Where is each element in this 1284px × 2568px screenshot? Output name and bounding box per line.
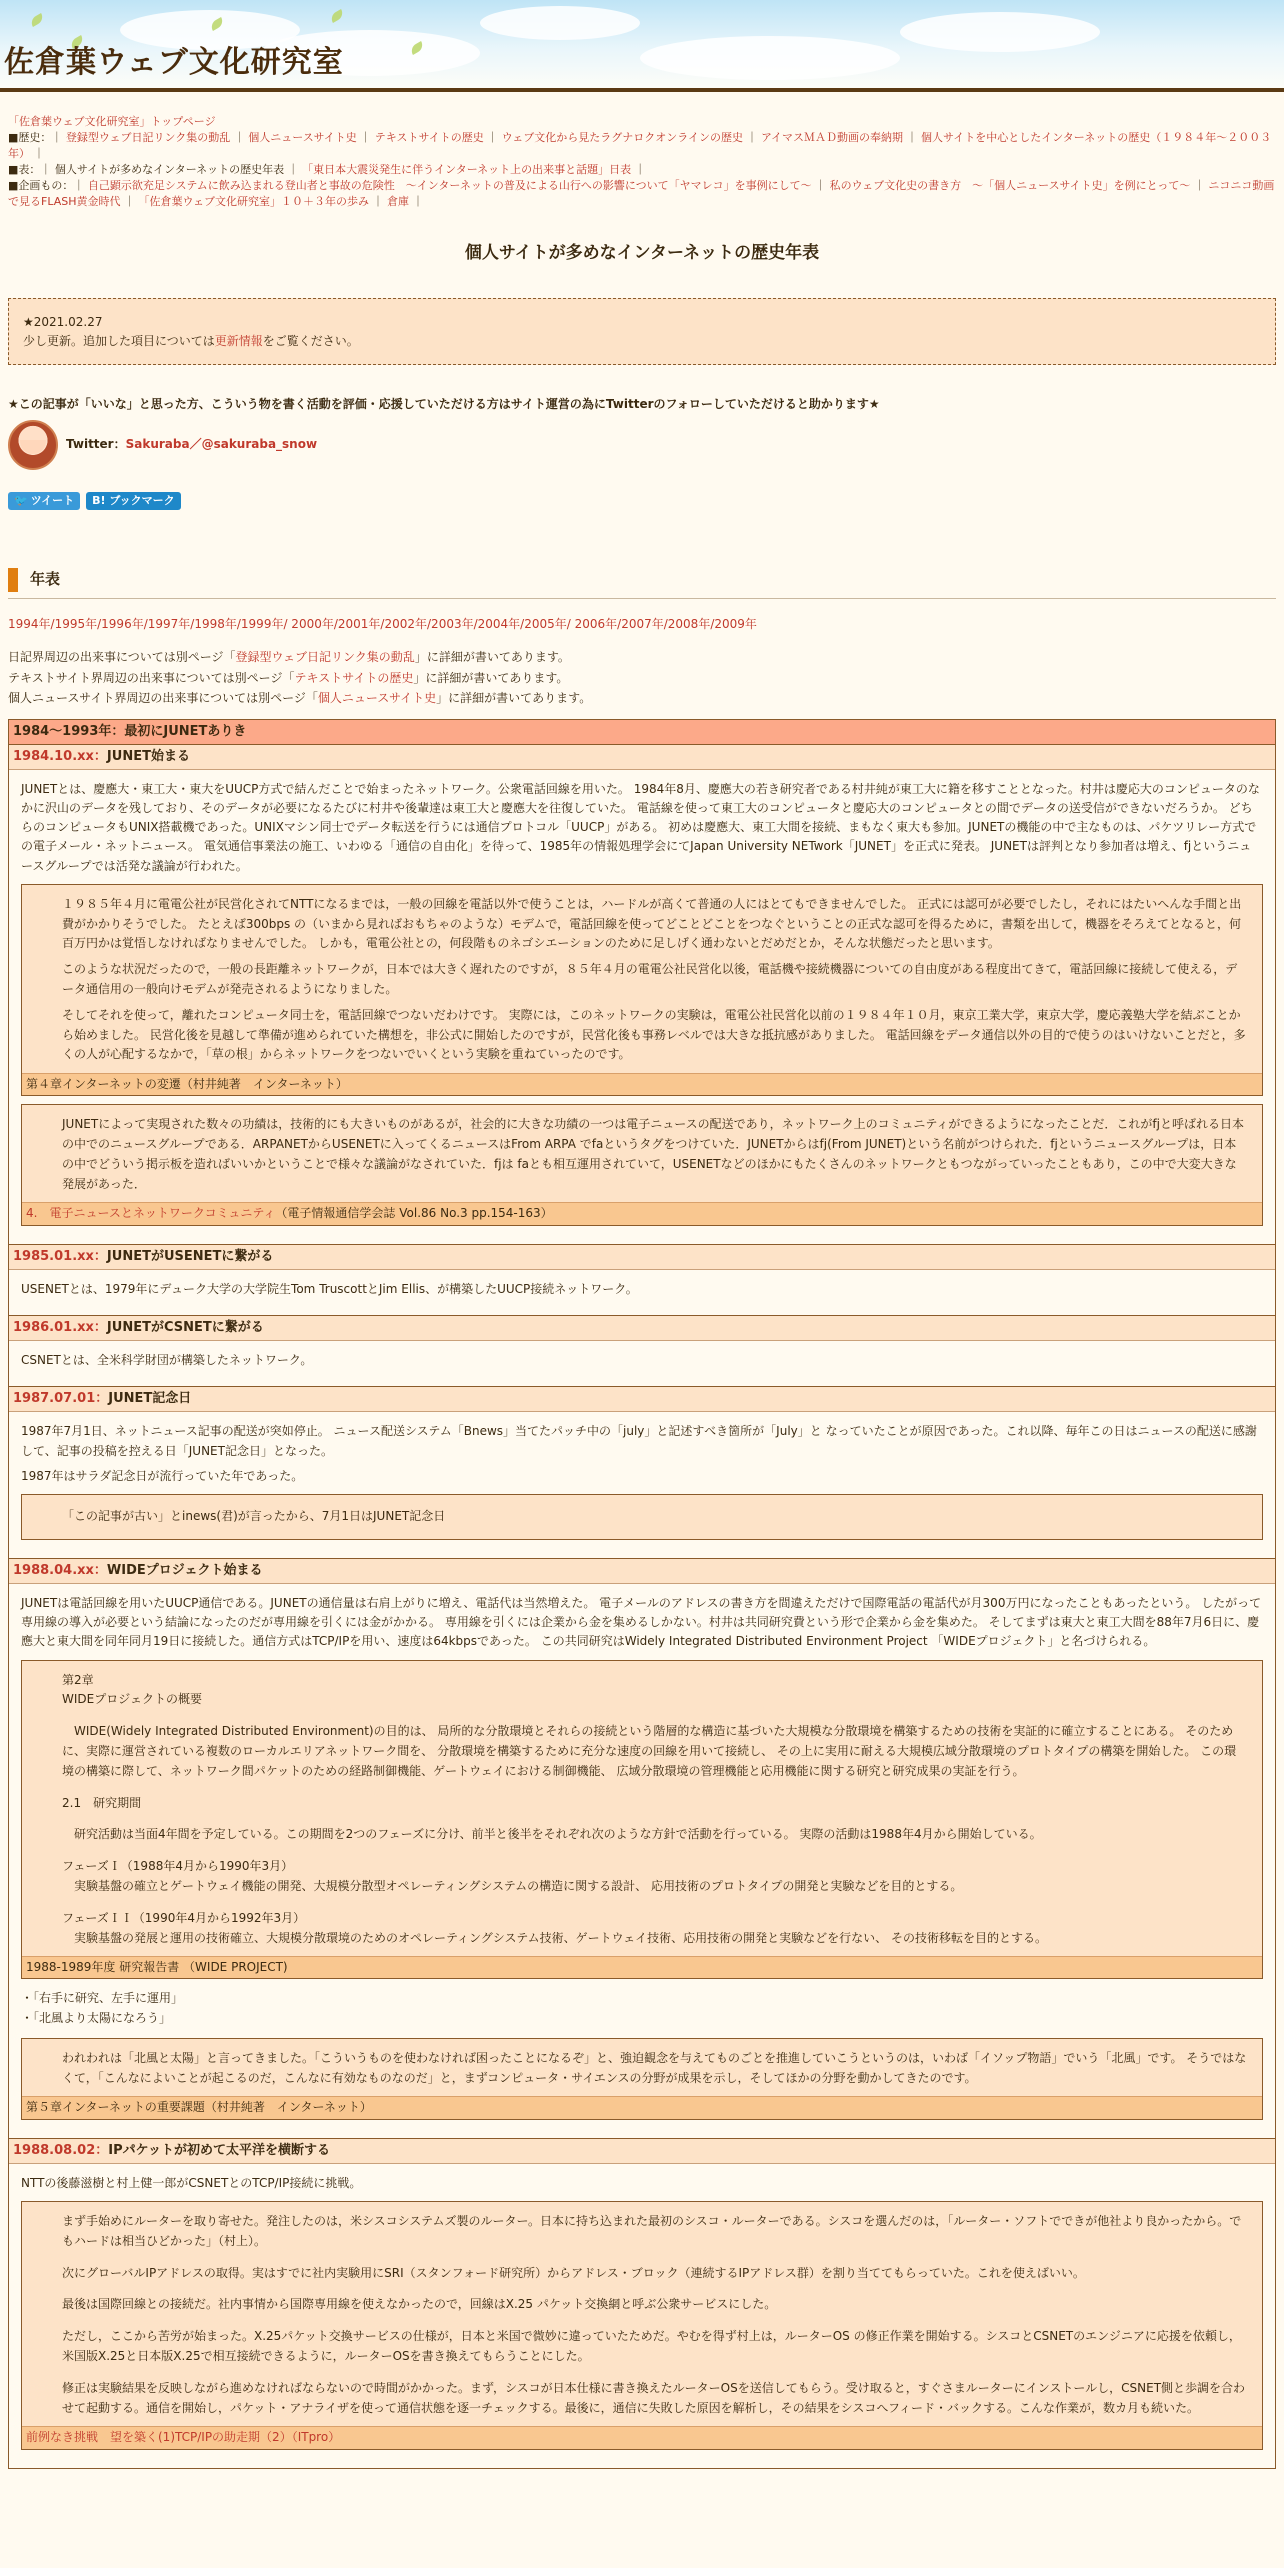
nav-top-link[interactable]: 「佐倉葉ウェブ文化研究室」トップページ <box>8 115 216 128</box>
quote-source: 4. 電子ニュースとネットワークコミュニティ（電子情報通信学会誌 Vol.86 No.3 pp.154-163） <box>22 1202 1262 1224</box>
entry-text: JUNETとは、慶應大・東工大・東大をUUCP方式で結んだことで始まったネットワーク。公衆電話回線を用いた。 1984年8月、慶應大の若き研究者である村井純が東工大に籍を移すこととなった。村井は慶応大のコンピュータのなかに沢山のデータを残しており、そのデータが必要になるたびに村井や後輩達は東工大と慶應大を往復していた。 電話線を使って東工大のコンピュータと慶応大のコンピュータとの間でデータの送受信ができないだろうか。 どちらのコンピュータもUNIX搭載機であった。UNIXマシン同士でデータ転送を行うには通信プロトコル「UUCP」がある。 初めは慶應大、東工大間を接続、まもなく東大も参加。JUNETの機能の中で主なものは、パケツリレー方式での電子メール・ネットニュース。 電気通信事業法の施工、いわゆる「通信の自由化」を待って、1985年の情報処理学会にてJapan University NETwork「JUNET」を正式に発表。 JUNETは評判となり参加者は増え、fjというニュースグループでは活発な議論が行われた。 <box>21 781 1260 873</box>
ref-link-diary[interactable]: 登録型ウェブ日記リンク集の動乱 <box>235 650 415 665</box>
timeline-entry <box>8 2139 1276 2469</box>
quote-block: 第2章 WIDEプロジェクトの概要 WIDE(Widely Integrated Distributed Environment)の目的は、 局所的な分散環境とそれらの接続という階層的な構造に基づいた大規模な分散環境を構築するための技術を実証的に確立することにある。 そのために、実際に運営されている複数のローカルエリアネットワーク間を、 分散環境を構築するために充分な速度の回線を用いて接続し、 その上に実用に耐える大規模広域分散環境のプロトタイプの構築を開始した。 この環境の構築に際して、ネットワーク間パケットのための経路制御機能、ゲートウェイにおける制御機能、 広域分散環境の管理機能と応用機能に関する研究と研究成果の実証を行う。 2.1 研究期間 研究活動は当面4年間を予定している。この期間を2つのフェーズに分け、前半と後半をそれぞれ次のような方針で活動を行っている。 実際の活動は1988年4月から開始している。 フェーズＩ（1988年4月から1990年3月） 実験基盤の確立とゲートウェイ機能の開発、大規模分散型オペレーティングシステムの構造に関する設計、 応用技術のプロトタイプの開発と実験などを目的とする。 フェーズＩＩ（1990年4月から1992年3月） 実験基盤の発展と運用の技術確立、大規模分散環境のためのオペレーティングシステム技術、ゲートウェイ技術、応用技術の開発と実験などを行ない、 その技術移転を目的とする。 1988-1989年度 研究報告書 （WIDE PROJECT) <box>21 1660 1263 1980</box>
update-info-link[interactable]: 更新情報 <box>214 333 263 348</box>
social-buttons <box>8 492 1276 510</box>
quote-source-link[interactable]: 4. 電子ニュースとネットワークコミュニティ <box>26 1206 276 1221</box>
twitter-row: Twitter： Sakuraba／@sakuraba_snow <box>8 420 1276 470</box>
tweet-button[interactable]: 🐦 ツイート <box>8 492 80 510</box>
nav-link-earthquake[interactable]: 「東日本大震災発生に伴うインターネット上の出来事と話題」日表 <box>302 162 632 176</box>
year-links[interactable]: 1994年/1995年/1996年/1997年/1998年/1999年/ 2000年/2001年/2002年/2003年/2004年/2005年/ 2006年/2007年/2008年/2009年 <box>8 616 757 631</box>
nav-project-row: ■企画もの：｜ 自己顕示欲充足システムに飲み込まれる登山者と事故の危険性 ～インターネットの普及による山行への影響について「ヤマレコ」を事例にして～ ｜ 私のウェブ文化史の書き方 ～「個人ニュースサイト史」を例にとって～ ｜ ニコニコ動画で見るFLASH黄金時代 ｜ 「佐倉葉ウェブ文化研究室」１０＋３年の歩み ｜ 倉庫 ｜ <box>8 178 1275 208</box>
quote-source: 1988-1989年度 研究報告書 （WIDE PROJECT) <box>22 1956 1262 1978</box>
nav-table-row: ■表：｜ 個人サイトが多めなインターネットの歴史年表 ｜ 「東日本大震災発生に伴うインターネット上の出来事と話題」日表 ｜ <box>8 162 646 176</box>
top-navigation <box>0 92 1284 210</box>
ref-link-news-site[interactable]: 個人ニュースサイト史 <box>317 691 437 706</box>
quote-source: 第４章インターネットの変遷（村井純著 インターネット） <box>22 1073 1262 1095</box>
entry-heading: 1988.04.xx：WIDEプロジェクト始まる <box>9 1559 1275 1584</box>
ref-link-text-site[interactable]: テキストサイトの歴史 <box>294 670 414 685</box>
nav-link-text-site[interactable]: テキストサイトの歴史 <box>374 130 484 144</box>
timeline-entry: 1987.07.01：JUNET記念日 1987年7月1日、ネットニュース記事の配送が突如停止。 ニュース配送システム「Bnews」当てたパッチ中の「july」と記述すべき箇所が「July」と なっていたことが原因であった。これ以降、毎年この日はニュースの配送に感謝して、記事の投稿を控える日「JUNET記念日」となった。 1987年はサラダ記念日が流行っていた年であった。 「この記事が古い」とinews(君)が言ったから、7月1日はJUNET記念日 <box>8 1387 1276 1559</box>
list-item: ・「右手に研究、左手に運用」 <box>21 1991 184 2006</box>
entry-heading: 1987.07.01：JUNET記念日 <box>9 1387 1275 1412</box>
timeline <box>8 719 1276 2469</box>
nav-link-internet-history[interactable]: 個人サイトを中心としたインターネットの歴史（１９８４年～２００３年） <box>8 130 1272 160</box>
quote-source <box>22 2426 1262 2448</box>
nav-link-news-site[interactable]: 個人ニュースサイト史 <box>248 130 357 144</box>
entry-heading: 1985.01.xx：JUNETがUSENETに繋がる <box>9 1245 1275 1270</box>
section-heading: 年表 <box>8 566 1276 599</box>
quote-block: JUNETによって実現された数々の功績は，技術的にも大きいものがあるが，社会的に大きな功績の一つは電子ニュースの配送であり，ネットワーク上のコミュニティができるようになったことだ．これがfjと呼ばれる日本の中でのニュースグループである．ARPANETからUSENETに入ってくるニュースはFrom ARPA でfaというタグをつけていた．JUNETからはfj(From JUNET)という名前がつけられた．fjというニュースグループは，日本の中でどういう掲示板を造ればいいかということで様々な議論がなされていた．fjは faとも相互運用されていて，USENETなどのほかにもたくさんのネットワークともつながっていったこともあり，この中で大変大きな発展があった． 4. 電子ニュースとネットワークコミュニティ（電子情報通信学会誌 Vol.86 No.3 pp.154-163） <box>21 1104 1263 1225</box>
timeline-entry <box>8 1559 1276 2139</box>
update-notice: ★2021.02.27 少し更新。追加した項目については更新情報をご覧ください。 <box>8 298 1276 365</box>
timeline-entry <box>8 1316 1276 1387</box>
nav-link-ragnarok[interactable]: ウェブ文化から見たラグナロクオンラインの歴史 <box>501 130 743 144</box>
quote-source: 第５章インターネットの重要課題（村井純著 インターネット） <box>22 2096 1262 2118</box>
section-marker <box>8 568 18 592</box>
timeline-entry <box>8 745 1276 1245</box>
entry-heading: 1988.08.02：IPパケットが初めて太平洋を横断する <box>9 2139 1275 2164</box>
era-heading: 1984～1993年：最初にJUNETありき <box>8 719 1276 745</box>
timeline-entry <box>8 1245 1276 1316</box>
list-item: ・「北風より太陽になろう」 <box>21 2010 172 2025</box>
notice-date: ★2021.02.27 <box>23 314 103 329</box>
nav-current-page: 個人サイトが多めなインターネットの歴史年表 <box>54 162 285 176</box>
nav-link-imas-mad[interactable]: アイマスＭＡＤ動画の奉納期 <box>760 130 903 144</box>
nav-link-archive[interactable]: 倉庫 <box>387 194 410 208</box>
nav-history-row: ■歴史：｜ 登録型ウェブ日記リンク集の動乱 ｜ 個人ニュースサイト史 ｜ テキストサイトの歴史 ｜ ウェブ文化から見たラグナロクオンラインの歴史 ｜ アイマスＭＡＤ動画の奉納期 ｜ 個人サイトを中心としたインターネットの歴史（１９８４年～２００３年） ｜ <box>8 130 1272 160</box>
nav-link-how-to-write[interactable]: 私のウェブ文化史の書き方 ～「個人ニュースサイト史」を例にとって～ <box>829 178 1191 192</box>
site-title: 佐倉葉ウェブ文化研究室 <box>4 44 344 80</box>
twitter-bird-icon: 🐦 <box>14 494 28 508</box>
quote-block: われわれは「北風と太陽」と言ってきました。「こういうものを使わなければ困ったことになるぞ」と、強迫観念を与えてものごとを推進していこうというのは，いわば「イソップ物語」でいう「北風」です。 そうではなくて，「こんなによいことが起こるのだ，こんなに有効なものなのだ」と，まずコンピュータ・サイエンスの分野が成果を示し，そしてほかの分野を動かしてきたのです。 第５章インターネットの重要課題（村井純著 インターネット） <box>21 2038 1263 2120</box>
quote-block: 「この記事が古い」とinews(君)が言ったから、7月1日はJUNET記念日 <box>21 1494 1263 1540</box>
page-title: 個人サイトが多めなインターネットの歴史年表 <box>464 242 820 263</box>
avatar <box>8 420 58 470</box>
nav-link-flash[interactable]: ニコニコ動画で見るFLASH黄金時代 <box>8 178 1275 208</box>
entry-text: 1987年7月1日、ネットニュース記事の配送が突如停止。 ニュース配送システム「Bnews」当てたパッチ中の「july」と記述すべき箇所が「July」と なっていたことが原因であった。これ以降、毎年この日はニュースの配送に感謝して、記事の投稿を控える日「JUNET記念日」となった。 <box>21 1424 1257 1458</box>
entry-text: NTTの後藤滋樹と村上健一郎がCSNETとのTCP/IP接続に挑戦。 <box>21 2175 362 2190</box>
entry-heading: 1986.01.xx：JUNETがCSNETに繋がる <box>9 1316 1275 1341</box>
entry-text: CSNETとは、全米科学財団が構築したネットワーク。 <box>21 1353 313 1368</box>
nav-link-diary[interactable]: 登録型ウェブ日記リンク集の動乱 <box>65 130 231 144</box>
quote-block: まず手始めにルーターを取り寄せた。発注したのは，米シスコシステムズ製のルーター。日本に持ち込まれた最初のシスコ・ルーターである。シスコを選んだのは，「ルーター・ソフトでできが他社より良かったから。でもハードは相当ひどかった」（村上）。 次にグローバルIPアドレスの取得。実はすでに社内実験用にSRI（スタンフォード研究所）からアドレス・ブロック（連続するIPアドレス群）を割り当ててもらっていた。これを使えばいい。 最後は国際回線との接続だ。社内事情から国際専用線を使えなかったので，回線はX.25 パケット交換網と呼ぶ公衆サービスにした。 ただし，ここから苦労が始まった。X.25パケット交換サービスの仕様が，日本と米国で微妙に違っていたためだ。やむを得ず村上は，ルーターOS の修正作業を開始する。シスコとCSNETのエンジニアに応援を依頼し，米国版X.25と日本版X.25で相互接続できるように，ルーターOSを書き換えてもらうことにした。 修正は実験結果を反映しながら進めなければならないので時間がかかった。まず，シスコが日本仕様に書き換えたルーターOSを送信してもらう。受け取ると，すぐさまルーターにインストールし，CSNET側と歩調を合わせて起動する。通信を開始し，パケット・アナライザを使って通信状態を逐一チェックする。最後に，通信に失敗した原因を解析し，その結果をシスコへフィード・バックする。こんな作業が，数カ月も続いた。 前例なき挑戦 望を築く(1)TCP/IPの助走期（2）（ITpro） <box>21 2201 1263 2450</box>
entry-text: USENETとは、1979年にデューク大学の大学院生Tom TruscottとJim Ellis、が構築したUUCP接続ネットワーク。 <box>21 1281 638 1296</box>
entry-text: JUNETは電話回線を用いたUUCP通信である。JUNETの通信量は右肩上がりに増え、電話代は当然増えた。 電子メールのアドレスの書き方を間違えただけで国際電話の電話代が月300万円になったこともあったという。 したがって専用線の導入が必要という結論になったのだが専用線を引くには金がかかる。 専用線を引くには企業から金を集めるしかない。村井は共同研究費という形で企業から金を集めた。 そしてまずは東大と東工大間を88年7月6日に、慶應大と東大間を同年同月19日に接続した。通信方式はTCP/IPを用い、速度は64kbpsであった。 この共同研究はWidely Integrated Distributed Environment Project 「WIDEプロジェクト」と名づけられる。 <box>21 1595 1262 1649</box>
hatena-bookmark-button[interactable]: B! ブックマーク <box>86 492 180 510</box>
quote-block: １９８５年４月に電電公社が民営化されてNTTになるまでは，一般の回線を電話以外で使うことは，ハードルが高くて普通の人にはとてもできませんでした。 正式には認可が必要でしたし，それにはたいへんな手間と出費がかかりそうでした。 たとえば300bps の（いまから見ればおもちゃのような）モデムで，電話回線を使ってどことどことをつなぐということの正式な認可を得るために，書類を出して，機器をそろえてとなると，何百万円かは覚悟しなければなりませんでした。 しかも，電電公社との，何段階ものネゴシエーションのために足しげく通わないとだめだとか，そんな状態だったと思います。 このような状況だったので，一般の長距離ネットワークが，日本では大きく遅れたのですが，８５年４月の電電公社民営化以後，電話機や接続機器についての自由度がある程度出てきて，電話回線に接続して使える，データ通信用の一般向けモデムが発売されるようになりました。 そしてそれを使って，離れたコンピュータ同士を，電話回線でつないだわけです。 実際には，このネットワークの実験は，電電公社民営化以前の１９８４年１０月，東京工業大学，東京大学，慶応義塾大学を結ぶことから始めました。 民営化後を見越して準備が進められていた構想を，非公式に開始したのですが，民営化後も事務レベルでは大きな抵抗感がありました。 電話回線をデータ通信以外の目的で使うのはいけないことだと，多くの人が心配するなかで，「草の根」からネットワークをつないでいくという実験を重ねていったのです。 第４章インターネットの変遷（村井純著 インターネット） <box>21 884 1263 1097</box>
nav-link-13-years[interactable]: 「佐倉葉ウェブ文化研究室」１０＋３年の歩み <box>138 194 370 208</box>
site-header <box>0 0 1284 92</box>
entry-heading: 1984.10.xx：JUNET始まる <box>9 745 1275 770</box>
reference-notes: 日記界周辺の出来事については別ページ「登録型ウェブ日記リンク集の動乱」に詳細が書いてあります。 テキストサイト界周辺の出来事については別ページ「テキストサイトの歴史」に詳細が書いてあります。 個人ニュースサイト界周辺の出来事については別ページ「個人ニュースサイト史」に詳細が書いてあります。 <box>8 650 592 706</box>
quote-source-link[interactable]: 前例なき挑戦 望を築く(1)TCP/IPの助走期（2）（ITpro） <box>26 2430 341 2445</box>
follow-promo: ★この記事が「いいな」と思った方、こういう物を書く活動を評価・応援していただける方はサイト運営の為にTwitterのフォローしていただけると助かります★ <box>8 397 880 412</box>
twitter-handle-link[interactable]: Sakuraba／@sakuraba_snow <box>125 437 318 452</box>
nav-link-yamareco[interactable]: 自己顕示欲充足システムに飲み込まれる登山者と事故の危険性 ～インターネットの普及による山行への影響について「ヤマレコ」を事例にして～ <box>87 178 812 192</box>
